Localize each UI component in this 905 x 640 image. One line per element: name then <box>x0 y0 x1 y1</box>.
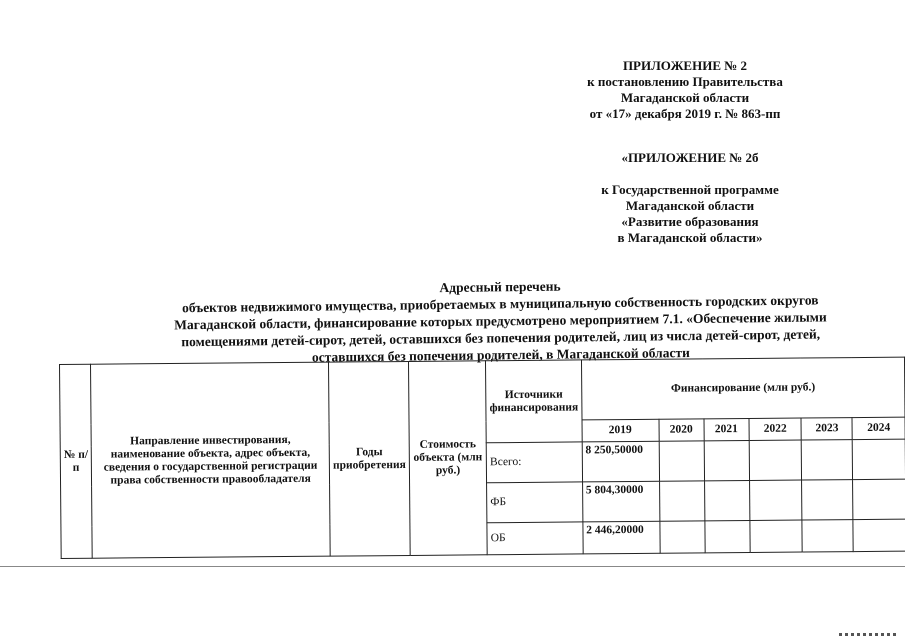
value-cell <box>659 481 704 521</box>
header-cell-financing: Финансирование (млн руб.) <box>581 357 905 420</box>
header-line: к Государственной программе <box>601 182 779 197</box>
value-cell <box>749 440 802 480</box>
header-line: к постановлению Правительства <box>587 74 783 89</box>
source-cell: Всего: <box>486 442 582 483</box>
scan-artifact <box>839 633 899 636</box>
header-line: Магаданской области <box>625 198 755 213</box>
year-header-cell: 2023 <box>801 418 852 440</box>
value-cell <box>852 439 905 479</box>
document-title <box>120 274 881 368</box>
approval-header <box>555 58 815 122</box>
value-cell: 5 804,30000 <box>582 481 659 522</box>
value-cell <box>853 479 905 519</box>
value-cell <box>802 440 853 480</box>
value-cell <box>659 521 704 553</box>
value-cell <box>853 519 905 551</box>
year-header-cell: 2022 <box>749 418 802 440</box>
title-line: Магаданской области, финансирование которых предусмотрено мероприятием 7.1. «Обеспечение жилыми <box>174 309 827 333</box>
value-cell <box>802 520 853 552</box>
header-line: в Магаданской области» <box>617 230 763 245</box>
appendix-number: ПРИЛОЖЕНИЕ № 2 <box>622 58 748 73</box>
header-cell-number: № п/п <box>60 364 93 558</box>
value-cell <box>659 441 704 481</box>
financing-table <box>59 357 905 559</box>
value-cell <box>802 480 853 520</box>
value-cell <box>750 520 803 552</box>
header-cell-years: Годы приобретения <box>329 361 411 556</box>
program-header <box>560 150 820 246</box>
value-cell <box>749 480 802 520</box>
value-cell <box>705 520 750 552</box>
title-line: Адресный перечень <box>439 278 561 296</box>
value-cell <box>704 440 749 480</box>
header-cell-sources: Источники финансирования <box>486 360 582 443</box>
source-cell: ОБ <box>487 522 583 555</box>
financing-table-wrapper <box>59 357 905 559</box>
year-header-cell: 2020 <box>659 419 704 441</box>
title-line: оставшихся без попечения родителей, в Магаданской области <box>311 345 690 365</box>
header-cell-direction: Направление инвестирования, наименование объекта, адрес объекта, сведения о государственной регистрации права собственности правообладателя <box>91 362 330 558</box>
appendix-number: «ПРИЛОЖЕНИЕ № 2б <box>621 150 759 165</box>
title-line: помещениями детей-сирот, детей, оставшихся без попечения родителей, лиц из числа детей-сирот, детей, <box>181 326 821 350</box>
source-cell: ФБ <box>487 482 583 523</box>
value-cell: 2 446,20000 <box>583 521 660 554</box>
value-cell <box>704 480 749 520</box>
header-line: «Развитие образования <box>621 214 759 229</box>
value-cell: 8 250,50000 <box>582 441 659 482</box>
title-line: объектов недвижимого имущества, приобретаемых в муниципальную собственность городских округов <box>182 292 819 316</box>
header-cell-cost: Стоимость объекта (млн руб.) <box>408 361 487 556</box>
header-line: Магаданской области <box>620 90 750 105</box>
year-header-cell: 2021 <box>704 418 749 440</box>
header-line: от «17» декабря 2019 г. № 863-пп <box>589 106 781 121</box>
year-header-cell: 2019 <box>582 419 659 442</box>
page-cut-line <box>0 566 905 567</box>
year-header-cell: 2024 <box>852 417 905 439</box>
